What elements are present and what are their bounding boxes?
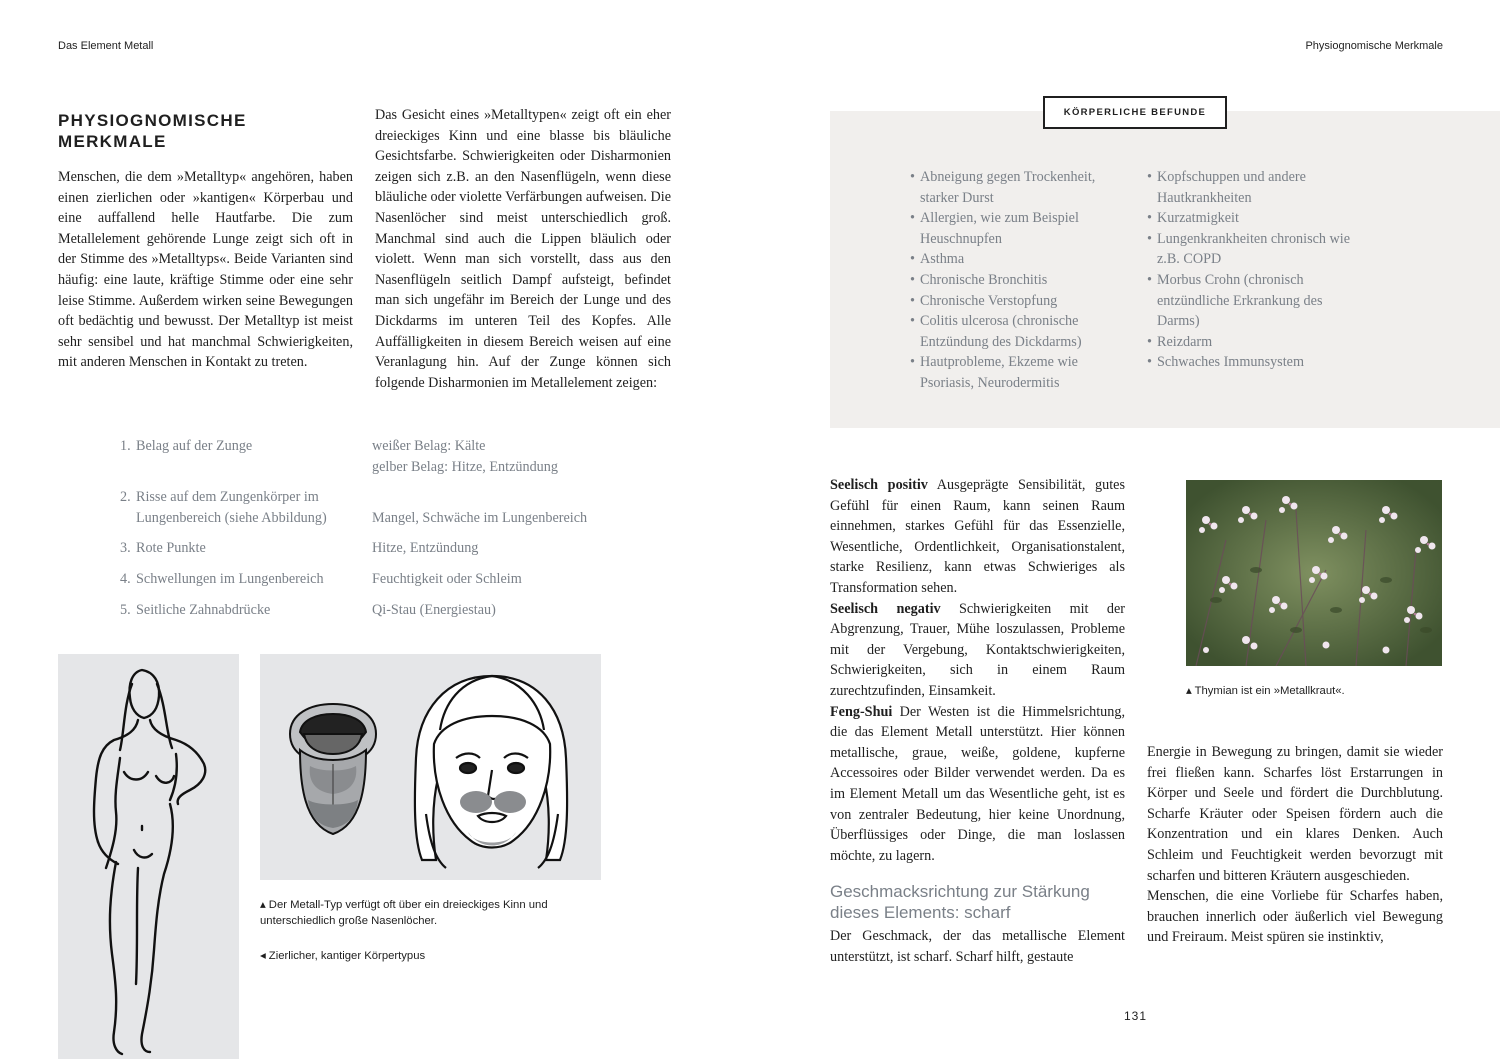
- thyme-photo: [1186, 480, 1442, 666]
- list-sign: Rote Punkte: [136, 540, 206, 557]
- findings-column-1: [910, 167, 1135, 394]
- seelisch-positiv: [830, 475, 1125, 599]
- list-item: [120, 569, 680, 590]
- tongue-face-illustration: [260, 654, 601, 880]
- page-number: 131: [1124, 1009, 1148, 1023]
- list-item: [120, 487, 680, 528]
- list-number: 3.: [120, 540, 131, 557]
- list-item: • Kurzatmigkeit: [1147, 208, 1362, 229]
- list-meaning: Hitze, Entzündung: [372, 540, 479, 557]
- list-meaning: weißer Belag: Kälte gelber Belag: Hitze, Entzündung: [372, 438, 558, 475]
- seelisch-negativ-label: Seelisch negativ: [830, 600, 941, 617]
- list-sign: Schwellungen im Lungenbereich: [136, 570, 324, 587]
- list-item: • Morbus Crohn (chronisch entzündliche Erkrankung des Darms): [1147, 270, 1362, 332]
- list-number: 4.: [120, 570, 131, 587]
- list-sign: Belag auf der Zunge: [136, 438, 253, 454]
- list-item: • Kopfschuppen und andere Hautkrankheiten: [1147, 167, 1362, 208]
- taste-text: Der Geschmack, der das metallische Element unterstützt, ist scharf. Scharf hilft, gestaute: [830, 928, 1125, 966]
- feng-shui-text: Der Westen ist die Himmelsrichtung, die das Element Metall unterstützt. Hier können metallische, graue, weiße, goldene, kupferne Accessoires oder Bilder verwendet werden. Da es im Element Metall um das Wesentliche geht, ist es von zentraler Bedeutung, hier keine Unordnung, Überflüssiges oder Dinge, die man loslassen möchte, zu lagern.: [830, 703, 1125, 864]
- list-item: • Abneigung gegen Trockenheit, starker Durst: [910, 167, 1135, 208]
- list-item: [120, 538, 680, 559]
- preference-paragraph: Menschen, die eine Vorliebe für Scharfes haben, brauchen innerlich oder äußerlich viel Bewegung und Freiraum. Meist spüren sie instinktiv,: [1147, 888, 1443, 946]
- seelisch-negativ-text: Schwierigkeiten mit der Abgrenzung, Trauer, Mühe loszulassen, Probleme mit der Vergebung, Kontaktschwierigkeiten, Schwierigkeiten, sich in einem Raum zurechtzufinden, Einsamkeit.: [830, 600, 1125, 699]
- list-item: • Allergien, wie zum Beispiel Heuschnupfen: [910, 208, 1135, 249]
- list-item: • Hautprobleme, Ekzeme wie Psoriasis, Neurodermitis: [910, 352, 1135, 393]
- seelisch-positiv-text: Ausgeprägte Sensibilität, gutes Gefühl für einen Raum, kann seinen Raum einnehmen, starkes Gefühl für das Essenzielle, Wesentliche, Ordentlichkeit, Organisationstalent, starke Resilienz, kann etwas Schwieriges als Transformation sehen.: [830, 477, 1125, 596]
- energy-paragraph: Energie in Bewegung zu bringen, damit sie wieder frei fließen kann. Scharfes löst Erstarrungen in Körper und Seele und fördert die Durchblutung. Scharfe Kräuter oder Speisen fördern auch die Konzentration und ein klares Denken. Auch Schleim und Feuchtigkeit werden bevorzugt mit scharfen und bitteren Kräutern ausgeschieden.: [1147, 744, 1443, 884]
- feng-shui-label: Feng-Shui: [830, 703, 893, 720]
- findings-column-2: [1147, 167, 1362, 373]
- tongue-face-icon: [260, 654, 601, 880]
- thyme-plant-icon: [1186, 480, 1442, 666]
- list-number: 2.: [120, 489, 131, 506]
- body-type-illustration: [58, 654, 239, 1059]
- list-item: • Schwaches Immunsystem: [1147, 352, 1362, 373]
- open-mouth-tongue: [290, 704, 376, 834]
- list-meaning: Qi-Stau (Energiestau): [372, 601, 496, 618]
- running-head-left: Das Element Metall: [58, 40, 154, 52]
- right-column-text: [1147, 742, 1443, 948]
- taste-heading: Geschmacksrichtung zur Stärkung dieses Elements: scharf: [830, 882, 1090, 922]
- list-item: • Chronische Verstopfung: [910, 291, 1135, 312]
- list-item: • Asthma: [910, 249, 1135, 270]
- list-item: [120, 600, 680, 621]
- list-meaning: Mangel, Schwäche im Lungenbereich: [372, 509, 588, 526]
- list-item: • Reizdarm: [1147, 332, 1362, 353]
- list-number: 5.: [120, 601, 131, 618]
- caption-face: ▴ Der Metall-Typ verfügt oft über ein dreieckiges Kinn und unterschiedlich große Nasenlöcher.: [260, 899, 548, 927]
- face-paragraph: [375, 105, 671, 393]
- list-item: • Chronische Bronchitis: [910, 270, 1135, 291]
- traits-column: [830, 475, 1125, 968]
- feng-shui: [830, 702, 1125, 867]
- tongue-signs-list: [120, 436, 680, 630]
- list-number: 1.: [120, 438, 131, 454]
- section-title: PHYSIOGNOMISCHE MERKMALE: [58, 111, 247, 151]
- thyme-caption: ▴ Thymian ist ein »Metallkraut«.: [1186, 685, 1345, 697]
- female-figure-icon: [58, 654, 239, 1059]
- list-meaning: Feuchtigkeit oder Schleim: [372, 570, 522, 587]
- list-item: • Colitis ulcerosa (chronische Entzündung des Dickdarms): [910, 311, 1135, 352]
- intro-text: Menschen, die dem »Metalltyp« angehören, haben einen zierlichen oder »kantigen« Körperbau und eine auffallend helle Hautfarbe. Die zum Metallelement gehörende Lunge zeigt sich oft in der Stimme des »Metalltyps«. Beide Varianten sind häufig: eine laute, kräftige Stimme oder eine sehr leise Stimme. Außerdem wirken seine Bewegungen oft bedächtig und bewusst. Der Metalltyp ist meist sehr sensibel und hat manchmal Schwierigkeiten, mit anderen Menschen in Kontakt zu treten.: [58, 169, 353, 371]
- woman-face: [415, 676, 567, 868]
- list-item: [120, 436, 680, 477]
- seelisch-negativ: [830, 599, 1125, 702]
- list-item: • Lungenkrankheiten chronisch wie z.B. COPD: [1147, 229, 1362, 270]
- caption-body: ◂ Zierlicher, kantiger Körpertypus: [260, 950, 426, 962]
- list-sign: Risse auf dem Zungenkörper im Lungenbereich (siehe Abbildung): [136, 489, 327, 526]
- running-head-right: Physiognomische Merkmale: [1305, 40, 1443, 52]
- findings-box-title: KÖRPERLICHE BEFUNDE: [1043, 96, 1227, 129]
- face-text: Das Gesicht eines »Metalltypen« zeigt oft ein eher dreieckiges Kinn und eine blasse bis bläuliche Gesichtsfarbe. Schwierigkeiten oder Disharmonien zeigen sich z.B. an den Nasenflügeln, wenn diese bläuliche oder violette Verfärbungen aufweisen. Die Nasenlöcher sind meist unterschiedlich groß. Manchmal sind auch die Lippen bläulich oder violett. Wenn man sich vorstellt, dass aus den Nasenflügeln seitlich Dampf aufsteigt, befindet man sich ungefähr im Bereich der Lunge und des Dickdarms im unteren Teil des Kopfes. Alle Auffälligkeiten in diesem Bereich weisen auf eine Veranlagung hin. Auf der Zunge können sich folgende Disharmonien im Metallelement zeigen:: [375, 107, 671, 391]
- list-sign: Seitliche Zahnabdrücke: [136, 601, 271, 618]
- seelisch-positiv-label: Seelisch positiv: [830, 477, 928, 493]
- intro-paragraph: [58, 167, 353, 373]
